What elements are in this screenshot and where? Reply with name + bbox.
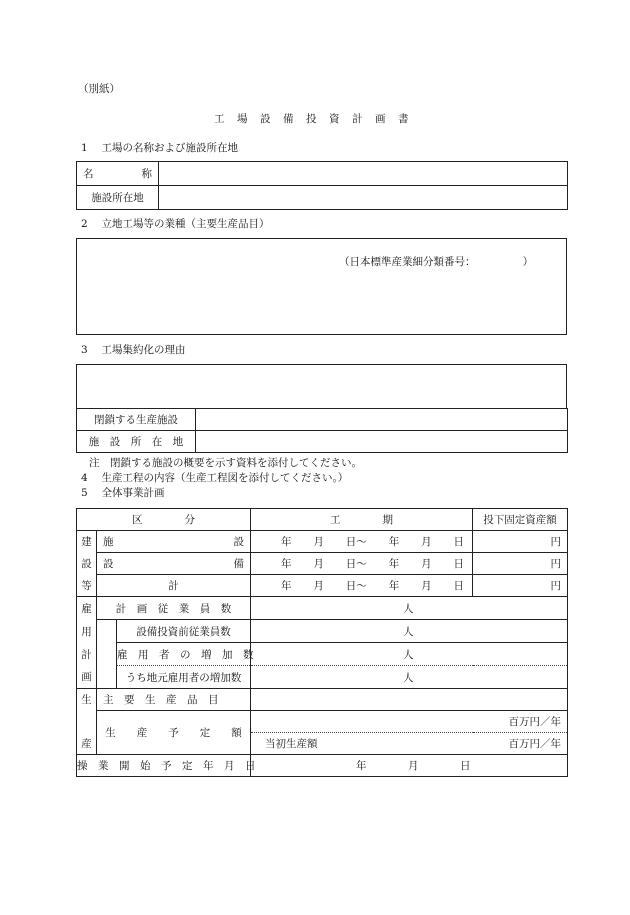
local-hire-increase-value[interactable]: 人: [251, 666, 568, 689]
facility-name-input[interactable]: [159, 162, 568, 186]
period-day-tilde: 日～: [345, 536, 367, 548]
equipment-period-cell[interactable]: [251, 553, 473, 575]
period-year: 年: [388, 558, 400, 570]
start-date-cell[interactable]: [251, 755, 568, 777]
initial-output-cell[interactable]: [251, 733, 568, 755]
construction-group-char-3: 等: [77, 575, 97, 597]
attachment-label: （別紙）: [78, 83, 120, 95]
main-products-input[interactable]: [251, 689, 568, 711]
period-day: 日: [453, 580, 464, 592]
planned-output-value[interactable]: 百万円／年: [251, 711, 568, 733]
section-4-heading: 4 生産工程の内容（生産工程図を添付してください。）: [81, 472, 349, 484]
consolidation-reason-box[interactable]: [76, 364, 567, 409]
category-header: 区 分: [77, 509, 251, 531]
production-group-char-1: 生: [77, 689, 97, 711]
initial-output-unit: 百万円／年: [508, 738, 562, 750]
period-year: 年: [281, 580, 292, 592]
period-day: 日: [453, 536, 464, 548]
period-month: 月: [421, 536, 432, 548]
period-month: 月: [313, 536, 324, 548]
section-2-heading: 2 立地工場等の業種（主要生産品目）: [81, 218, 270, 230]
employment-group-char-4: 画: [77, 666, 97, 689]
note-line: 注 閉鎖する施設の概要を示す資料を添付してください。: [89, 457, 362, 469]
name-label-a: 名: [83, 168, 94, 180]
planned-employees-label: 計 画 従 業 員 数: [97, 597, 251, 620]
section-5-heading: 5 全体事業計画: [81, 487, 165, 499]
facility-label-a: 施: [103, 536, 114, 548]
business-plan-table: [76, 508, 568, 777]
planned-employees-value[interactable]: 人: [251, 597, 568, 620]
employment-indent: [97, 666, 117, 689]
facility-name-table: [76, 161, 568, 210]
start-date-day: 日: [460, 760, 471, 772]
local-hire-increase-label: うち地元雇用者の増加数: [117, 666, 251, 689]
total-period-cell[interactable]: [251, 575, 473, 597]
production-group-char-2: 産: [77, 733, 97, 755]
employment-indent: [97, 643, 117, 666]
document-title: 工 場 設 備 投 資 計 画 書: [214, 113, 410, 125]
employee-increase-value[interactable]: 人: [251, 643, 568, 666]
production-group-spacer: [77, 711, 97, 733]
period-month: 月: [421, 558, 432, 570]
period-day-tilde: 日～: [345, 558, 367, 570]
start-date-label: 操 業 開 始 予 定 年 月 日: [77, 755, 251, 777]
period-header: 工 期: [251, 509, 473, 531]
period-month: 月: [313, 580, 324, 592]
planned-output-label: 生 産 予 定 額: [97, 711, 251, 755]
total-row-label: 計: [97, 575, 251, 597]
name-label-cell: [77, 162, 159, 186]
employment-group-char-1: 雇: [77, 597, 97, 620]
pre-investment-employees-label: 設備投資前従業員数: [117, 620, 251, 643]
period-year: 年: [388, 536, 400, 548]
name-label-b: 称: [141, 168, 152, 180]
pre-investment-employees-value[interactable]: 人: [251, 620, 568, 643]
jsic-note: （日本標準産業細分類番号： ）: [339, 256, 534, 268]
period-day: 日: [453, 558, 464, 570]
employment-group-char-2: 用: [77, 620, 97, 643]
start-date-month: 月: [408, 760, 419, 772]
investment-header: 投下固定資産額: [473, 509, 568, 531]
construction-group-char-2: 設: [77, 553, 97, 575]
equipment-amount-cell[interactable]: 円: [473, 553, 568, 575]
equipment-row-label: [97, 553, 251, 575]
location-label: 施設所在地: [77, 186, 159, 210]
facility-amount-cell[interactable]: 円: [473, 531, 568, 553]
facility-location-input[interactable]: [159, 186, 568, 210]
industry-input-box[interactable]: [76, 238, 567, 335]
period-year: 年: [281, 536, 292, 548]
facility-row-label: [97, 531, 251, 553]
section-1-heading: 1 工場の名称および施設所在地: [81, 142, 239, 154]
total-amount-cell[interactable]: 円: [473, 575, 568, 597]
employment-indent: [97, 620, 117, 643]
equipment-label-a: 設: [103, 558, 114, 570]
facility-label-b: 設: [233, 536, 245, 548]
employee-increase-label: 雇 用 者 の 増 加 数: [117, 643, 251, 666]
closing-location-input[interactable]: [196, 431, 568, 453]
facility-period-cell[interactable]: [251, 531, 473, 553]
equipment-label-b: 備: [233, 558, 245, 570]
main-products-label: 主 要 生 産 品 目: [97, 689, 251, 711]
period-month: 月: [313, 558, 324, 570]
employment-group-char-3: 計: [77, 643, 97, 666]
period-month: 月: [421, 580, 432, 592]
initial-output-label: 当初生産額: [265, 738, 318, 750]
facility-location-label: 施 設 所 在 地: [77, 431, 196, 453]
section-3-heading: 3 工場集約化の理由: [81, 344, 186, 356]
closing-facility-label: 閉鎖する生産施設: [77, 409, 196, 431]
start-date-year: 年: [356, 760, 367, 772]
construction-group-char-1: 建: [77, 531, 97, 553]
period-day-tilde: 日～: [345, 580, 367, 592]
period-year: 年: [388, 580, 400, 592]
closing-facility-table: [76, 408, 568, 453]
closing-facility-input[interactable]: [196, 409, 568, 431]
period-year: 年: [281, 558, 292, 570]
